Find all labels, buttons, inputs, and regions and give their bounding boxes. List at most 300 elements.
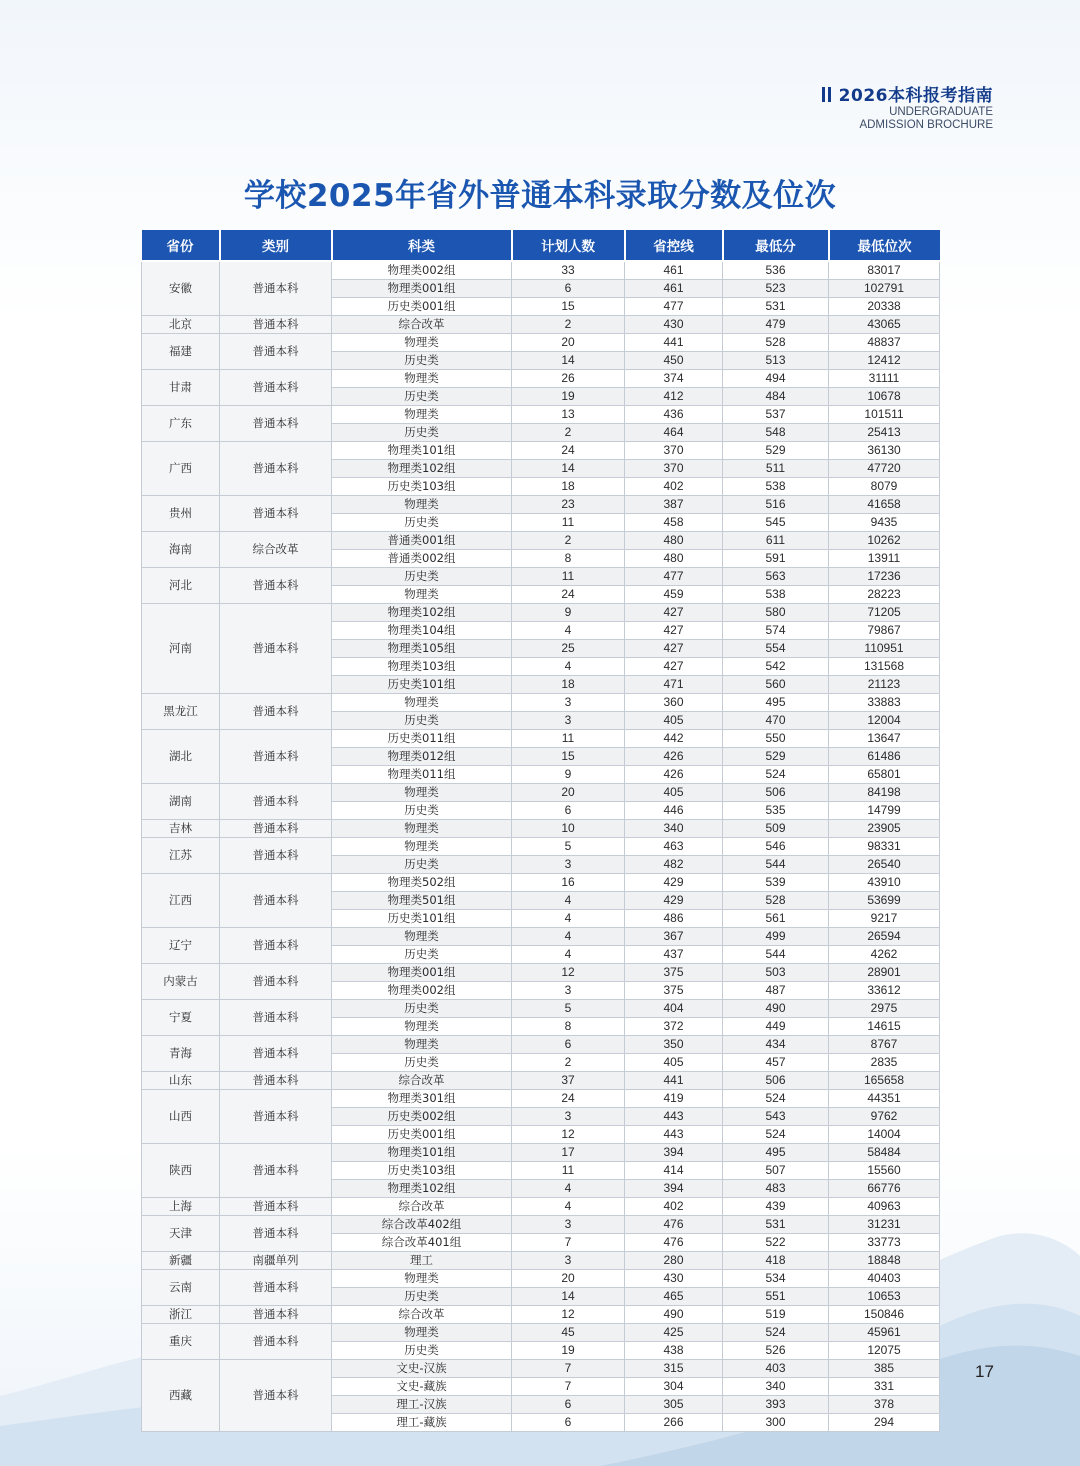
cell-subject: 历史类: [332, 514, 512, 532]
cell-min-rank: 9435: [829, 514, 940, 532]
cell-subject: 历史类101组: [332, 910, 512, 928]
cell-control-line: 438: [625, 1342, 723, 1360]
double-bar-icon: [822, 87, 831, 102]
cell-min-rank: 20338: [829, 298, 940, 316]
cell-control-line: 476: [625, 1216, 723, 1234]
cell-category: 普通本科: [220, 568, 332, 604]
cell-subject: 物理类102组: [332, 604, 512, 622]
cell-subject: 物理类: [332, 1324, 512, 1342]
cell-province: 安徽: [142, 261, 220, 316]
cell-min-rank: 8767: [829, 1036, 940, 1054]
table-body: [142, 261, 940, 1432]
cell-subject: 文史-藏族: [332, 1378, 512, 1396]
cell-subject: 物理类: [332, 406, 512, 424]
cell-plan-count: 15: [512, 298, 625, 316]
table-row: [142, 1270, 940, 1288]
cell-plan-count: 11: [512, 568, 625, 586]
cell-plan-count: 3: [512, 1216, 625, 1234]
cell-min-score: 544: [723, 946, 829, 964]
cell-province: 甘肃: [142, 370, 220, 406]
table-row: [142, 334, 940, 352]
cell-province: 天津: [142, 1216, 220, 1252]
cell-category: 普通本科: [220, 1144, 332, 1198]
cell-category: 普通本科: [220, 1000, 332, 1036]
cell-subject: 物理类103组: [332, 658, 512, 676]
cell-category: 普通本科: [220, 334, 332, 370]
table-row: [142, 1324, 940, 1342]
cell-min-rank: 13647: [829, 730, 940, 748]
cell-min-rank: 2835: [829, 1054, 940, 1072]
cell-province: 辽宁: [142, 928, 220, 964]
table-row: [142, 406, 940, 424]
cell-plan-count: 18: [512, 676, 625, 694]
table-row: [142, 496, 940, 514]
cell-min-rank: 26540: [829, 856, 940, 874]
cell-min-rank: 41658: [829, 496, 940, 514]
cell-province: 福建: [142, 334, 220, 370]
cell-min-score: 495: [723, 1144, 829, 1162]
cell-min-rank: 14615: [829, 1018, 940, 1036]
cell-category: 普通本科: [220, 406, 332, 442]
table-row: [142, 1072, 940, 1090]
cell-plan-count: 12: [512, 964, 625, 982]
cell-control-line: 426: [625, 766, 723, 784]
cell-control-line: 266: [625, 1414, 723, 1432]
cell-category: 普通本科: [220, 784, 332, 820]
cell-control-line: 429: [625, 874, 723, 892]
cell-control-line: 419: [625, 1090, 723, 1108]
cell-subject: 物理类: [332, 784, 512, 802]
cell-subject: 历史类: [332, 1288, 512, 1306]
cell-plan-count: 8: [512, 1018, 625, 1036]
cell-min-rank: 12004: [829, 712, 940, 730]
cell-subject: 历史类: [332, 424, 512, 442]
table-row: [142, 838, 940, 856]
cell-control-line: 471: [625, 676, 723, 694]
cell-control-line: 442: [625, 730, 723, 748]
cell-min-score: 526: [723, 1342, 829, 1360]
cell-subject: 物理类: [332, 694, 512, 712]
cell-province: 江西: [142, 874, 220, 928]
cell-subject: 历史类001组: [332, 298, 512, 316]
cell-min-score: 506: [723, 784, 829, 802]
cell-plan-count: 3: [512, 1108, 625, 1126]
cell-subject: 综合改革: [332, 1072, 512, 1090]
brand-subtitle-2: ADMISSION BROCHURE: [859, 118, 993, 131]
cell-subject: 物理类102组: [332, 1180, 512, 1198]
cell-min-rank: 45961: [829, 1324, 940, 1342]
cell-plan-count: 24: [512, 1090, 625, 1108]
cell-category: 普通本科: [220, 496, 332, 532]
cell-plan-count: 6: [512, 1396, 625, 1414]
cell-category: 普通本科: [220, 1036, 332, 1072]
cell-min-score: 574: [723, 622, 829, 640]
cell-min-score: 529: [723, 442, 829, 460]
table-row: [142, 1198, 940, 1216]
cell-category: 普通本科: [220, 1306, 332, 1324]
cell-min-score: 479: [723, 316, 829, 334]
cell-min-rank: 25413: [829, 424, 940, 442]
cell-subject: 物理类002组: [332, 982, 512, 1000]
cell-plan-count: 4: [512, 946, 625, 964]
cell-min-score: 537: [723, 406, 829, 424]
cell-subject: 历史类011组: [332, 730, 512, 748]
cell-min-score: 551: [723, 1288, 829, 1306]
cell-min-rank: 98331: [829, 838, 940, 856]
cell-province: 贵州: [142, 496, 220, 532]
admission-table-container: [141, 230, 939, 1432]
cell-min-rank: 4262: [829, 946, 940, 964]
cell-plan-count: 18: [512, 478, 625, 496]
cell-plan-count: 3: [512, 982, 625, 1000]
cell-plan-count: 11: [512, 730, 625, 748]
cell-plan-count: 16: [512, 874, 625, 892]
cell-min-rank: 44351: [829, 1090, 940, 1108]
table-row: [142, 964, 940, 982]
cell-province: 河南: [142, 604, 220, 694]
cell-min-rank: 28223: [829, 586, 940, 604]
cell-control-line: 461: [625, 280, 723, 298]
cell-subject: 历史类: [332, 1054, 512, 1072]
cell-min-score: 538: [723, 478, 829, 496]
table-row: [142, 1090, 940, 1108]
header-province: 省份: [142, 230, 220, 261]
cell-plan-count: 6: [512, 280, 625, 298]
cell-min-rank: 9217: [829, 910, 940, 928]
cell-subject: 普通类002组: [332, 550, 512, 568]
cell-control-line: 414: [625, 1162, 723, 1180]
page-number: 17: [975, 1362, 994, 1381]
table-row: [142, 1144, 940, 1162]
cell-plan-count: 24: [512, 442, 625, 460]
cell-subject: 物理类105组: [332, 640, 512, 658]
cell-control-line: 340: [625, 820, 723, 838]
table-header: [142, 230, 940, 261]
cell-province: 内蒙古: [142, 964, 220, 1000]
cell-min-score: 300: [723, 1414, 829, 1432]
cell-plan-count: 4: [512, 892, 625, 910]
cell-category: 普通本科: [220, 964, 332, 1000]
cell-min-score: 548: [723, 424, 829, 442]
cell-category: 普通本科: [220, 442, 332, 496]
cell-province: 湖北: [142, 730, 220, 784]
cell-control-line: 394: [625, 1180, 723, 1198]
header-plan-count: 计划人数: [512, 230, 625, 261]
cell-min-score: 449: [723, 1018, 829, 1036]
cell-subject: 物理类101组: [332, 1144, 512, 1162]
cell-control-line: 477: [625, 298, 723, 316]
cell-min-rank: 102791: [829, 280, 940, 298]
cell-min-rank: 58484: [829, 1144, 940, 1162]
cell-min-rank: 101511: [829, 406, 940, 424]
cell-plan-count: 6: [512, 1414, 625, 1432]
cell-subject: 物理类: [332, 334, 512, 352]
cell-min-score: 484: [723, 388, 829, 406]
cell-control-line: 370: [625, 460, 723, 478]
cell-control-line: 375: [625, 964, 723, 982]
cell-plan-count: 2: [512, 532, 625, 550]
cell-category: 普通本科: [220, 1360, 332, 1432]
cell-control-line: 436: [625, 406, 723, 424]
cell-min-score: 550: [723, 730, 829, 748]
cell-min-rank: 33883: [829, 694, 940, 712]
cell-plan-count: 8: [512, 550, 625, 568]
cell-control-line: 425: [625, 1324, 723, 1342]
cell-min-score: 490: [723, 1000, 829, 1018]
cell-control-line: 429: [625, 892, 723, 910]
cell-province: 宁夏: [142, 1000, 220, 1036]
cell-subject: 理工: [332, 1252, 512, 1270]
cell-plan-count: 2: [512, 1054, 625, 1072]
cell-plan-count: 4: [512, 1180, 625, 1198]
cell-subject: 物理类001组: [332, 964, 512, 982]
cell-plan-count: 6: [512, 1036, 625, 1054]
table-row: [142, 1216, 940, 1234]
cell-plan-count: 14: [512, 460, 625, 478]
cell-subject: 物理类301组: [332, 1090, 512, 1108]
cell-min-rank: 378: [829, 1396, 940, 1414]
cell-min-rank: 12075: [829, 1342, 940, 1360]
cell-min-rank: 13911: [829, 550, 940, 568]
cell-min-rank: 110951: [829, 640, 940, 658]
cell-min-score: 494: [723, 370, 829, 388]
cell-category: 普通本科: [220, 928, 332, 964]
cell-subject: 历史类101组: [332, 676, 512, 694]
cell-control-line: 477: [625, 568, 723, 586]
cell-control-line: 465: [625, 1288, 723, 1306]
cell-plan-count: 5: [512, 838, 625, 856]
cell-province: 浙江: [142, 1306, 220, 1324]
cell-min-rank: 294: [829, 1414, 940, 1432]
cell-plan-count: 11: [512, 1162, 625, 1180]
cell-province: 河北: [142, 568, 220, 604]
cell-control-line: 350: [625, 1036, 723, 1054]
cell-min-rank: 15560: [829, 1162, 940, 1180]
table-row: [142, 316, 940, 334]
cell-control-line: 480: [625, 532, 723, 550]
cell-min-score: 483: [723, 1180, 829, 1198]
cell-subject: 综合改革: [332, 1198, 512, 1216]
cell-province: 广东: [142, 406, 220, 442]
cell-min-score: 538: [723, 586, 829, 604]
cell-control-line: 437: [625, 946, 723, 964]
cell-plan-count: 11: [512, 514, 625, 532]
cell-min-rank: 150846: [829, 1306, 940, 1324]
cell-province: 北京: [142, 316, 220, 334]
cell-subject: 物理类104组: [332, 622, 512, 640]
cell-control-line: 412: [625, 388, 723, 406]
cell-min-rank: 61486: [829, 748, 940, 766]
cell-min-score: 439: [723, 1198, 829, 1216]
cell-min-score: 523: [723, 280, 829, 298]
cell-min-score: 393: [723, 1396, 829, 1414]
cell-province: 陕西: [142, 1144, 220, 1198]
cell-subject: 物理类: [332, 586, 512, 604]
cell-min-score: 470: [723, 712, 829, 730]
cell-category: 普通本科: [220, 370, 332, 406]
cell-plan-count: 4: [512, 658, 625, 676]
cell-min-rank: 47720: [829, 460, 940, 478]
cell-min-rank: 12412: [829, 352, 940, 370]
cell-control-line: 427: [625, 640, 723, 658]
cell-category: 普通本科: [220, 1198, 332, 1216]
cell-min-rank: 43910: [829, 874, 940, 892]
table-row: [142, 1306, 940, 1324]
cell-control-line: 387: [625, 496, 723, 514]
cell-min-score: 536: [723, 261, 829, 280]
cell-category: 普通本科: [220, 1072, 332, 1090]
cell-province: 西藏: [142, 1360, 220, 1432]
cell-province: 新疆: [142, 1252, 220, 1270]
cell-subject: 物理类: [332, 1036, 512, 1054]
cell-subject: 历史类: [332, 352, 512, 370]
cell-min-rank: 36130: [829, 442, 940, 460]
cell-min-score: 580: [723, 604, 829, 622]
cell-min-rank: 65801: [829, 766, 940, 784]
cell-subject: 历史类: [332, 388, 512, 406]
table-row: [142, 1000, 940, 1018]
cell-province: 云南: [142, 1270, 220, 1306]
cell-min-rank: 17236: [829, 568, 940, 586]
cell-plan-count: 23: [512, 496, 625, 514]
cell-min-rank: 43065: [829, 316, 940, 334]
cell-control-line: 441: [625, 1072, 723, 1090]
cell-control-line: 486: [625, 910, 723, 928]
cell-control-line: 367: [625, 928, 723, 946]
cell-control-line: 461: [625, 261, 723, 280]
cell-subject: 综合改革402组: [332, 1216, 512, 1234]
table-row: [142, 694, 940, 712]
cell-control-line: 404: [625, 1000, 723, 1018]
cell-min-score: 531: [723, 1216, 829, 1234]
cell-min-score: 524: [723, 1090, 829, 1108]
cell-subject: 历史类103组: [332, 478, 512, 496]
table-row: [142, 1252, 940, 1270]
cell-min-rank: 40963: [829, 1198, 940, 1216]
cell-min-score: 561: [723, 910, 829, 928]
cell-subject: 历史类103组: [332, 1162, 512, 1180]
cell-min-rank: 385: [829, 1360, 940, 1378]
header-category: 类别: [220, 230, 332, 261]
cell-plan-count: 17: [512, 1144, 625, 1162]
cell-min-score: 434: [723, 1036, 829, 1054]
cell-subject: 历史类: [332, 712, 512, 730]
cell-min-score: 513: [723, 352, 829, 370]
cell-plan-count: 19: [512, 1342, 625, 1360]
cell-province: 山西: [142, 1090, 220, 1144]
cell-plan-count: 4: [512, 622, 625, 640]
cell-min-rank: 8079: [829, 478, 940, 496]
cell-plan-count: 20: [512, 1270, 625, 1288]
cell-control-line: 405: [625, 784, 723, 802]
cell-category: 普通本科: [220, 1216, 332, 1252]
cell-min-rank: 33773: [829, 1234, 940, 1252]
cell-control-line: 441: [625, 334, 723, 352]
cell-plan-count: 37: [512, 1072, 625, 1090]
page-title: 学校2025年省外普通本科录取分数及位次: [243, 178, 837, 214]
cell-min-score: 522: [723, 1234, 829, 1252]
cell-min-score: 531: [723, 298, 829, 316]
cell-control-line: 402: [625, 1198, 723, 1216]
cell-min-rank: 79867: [829, 622, 940, 640]
cell-province: 吉林: [142, 820, 220, 838]
cell-min-rank: 26594: [829, 928, 940, 946]
cell-min-rank: 131568: [829, 658, 940, 676]
cell-min-rank: 40403: [829, 1270, 940, 1288]
cell-control-line: 427: [625, 604, 723, 622]
cell-plan-count: 3: [512, 856, 625, 874]
cell-subject: 物理类: [332, 496, 512, 514]
cell-min-score: 546: [723, 838, 829, 856]
cell-subject: 理工-藏族: [332, 1414, 512, 1432]
cell-min-score: 534: [723, 1270, 829, 1288]
cell-subject: 历史类: [332, 946, 512, 964]
table-row: [142, 730, 940, 748]
cell-category: 普通本科: [220, 1324, 332, 1360]
cell-province: 上海: [142, 1198, 220, 1216]
table-row: [142, 604, 940, 622]
cell-control-line: 370: [625, 442, 723, 460]
cell-min-rank: 2975: [829, 1000, 940, 1018]
cell-plan-count: 5: [512, 1000, 625, 1018]
cell-plan-count: 15: [512, 748, 625, 766]
cell-min-rank: 14799: [829, 802, 940, 820]
cell-plan-count: 14: [512, 352, 625, 370]
cell-subject: 历史类: [332, 1000, 512, 1018]
cell-category: 普通本科: [220, 316, 332, 334]
cell-min-rank: 18848: [829, 1252, 940, 1270]
cell-plan-count: 19: [512, 388, 625, 406]
cell-min-score: 528: [723, 892, 829, 910]
cell-control-line: 430: [625, 1270, 723, 1288]
cell-control-line: 372: [625, 1018, 723, 1036]
admission-score-table: [141, 230, 940, 1432]
cell-control-line: 402: [625, 478, 723, 496]
cell-plan-count: 14: [512, 1288, 625, 1306]
header-subject: 科类: [332, 230, 512, 261]
table-row: [142, 568, 940, 586]
cell-province: 黑龙江: [142, 694, 220, 730]
cell-control-line: 443: [625, 1108, 723, 1126]
cell-min-rank: 9762: [829, 1108, 940, 1126]
cell-subject: 普通类001组: [332, 532, 512, 550]
cell-plan-count: 4: [512, 1198, 625, 1216]
cell-category: 综合改革: [220, 532, 332, 568]
brand-title: 2026本科报考指南: [838, 86, 993, 106]
cell-min-score: 516: [723, 496, 829, 514]
cell-control-line: 427: [625, 622, 723, 640]
cell-plan-count: 9: [512, 766, 625, 784]
cell-subject: 历史类: [332, 856, 512, 874]
cell-subject: 综合改革: [332, 1306, 512, 1324]
cell-control-line: 482: [625, 856, 723, 874]
cell-min-rank: 66776: [829, 1180, 940, 1198]
cell-control-line: 374: [625, 370, 723, 388]
cell-plan-count: 2: [512, 316, 625, 334]
cell-control-line: 490: [625, 1306, 723, 1324]
cell-category: 普通本科: [220, 820, 332, 838]
cell-control-line: 305: [625, 1396, 723, 1414]
cell-min-score: 545: [723, 514, 829, 532]
cell-min-rank: 10653: [829, 1288, 940, 1306]
cell-subject: 历史类: [332, 1342, 512, 1360]
cell-min-rank: 10678: [829, 388, 940, 406]
cell-category: 普通本科: [220, 838, 332, 874]
cell-plan-count: 2: [512, 424, 625, 442]
cell-min-score: 403: [723, 1360, 829, 1378]
cell-control-line: 315: [625, 1360, 723, 1378]
cell-category: 普通本科: [220, 694, 332, 730]
